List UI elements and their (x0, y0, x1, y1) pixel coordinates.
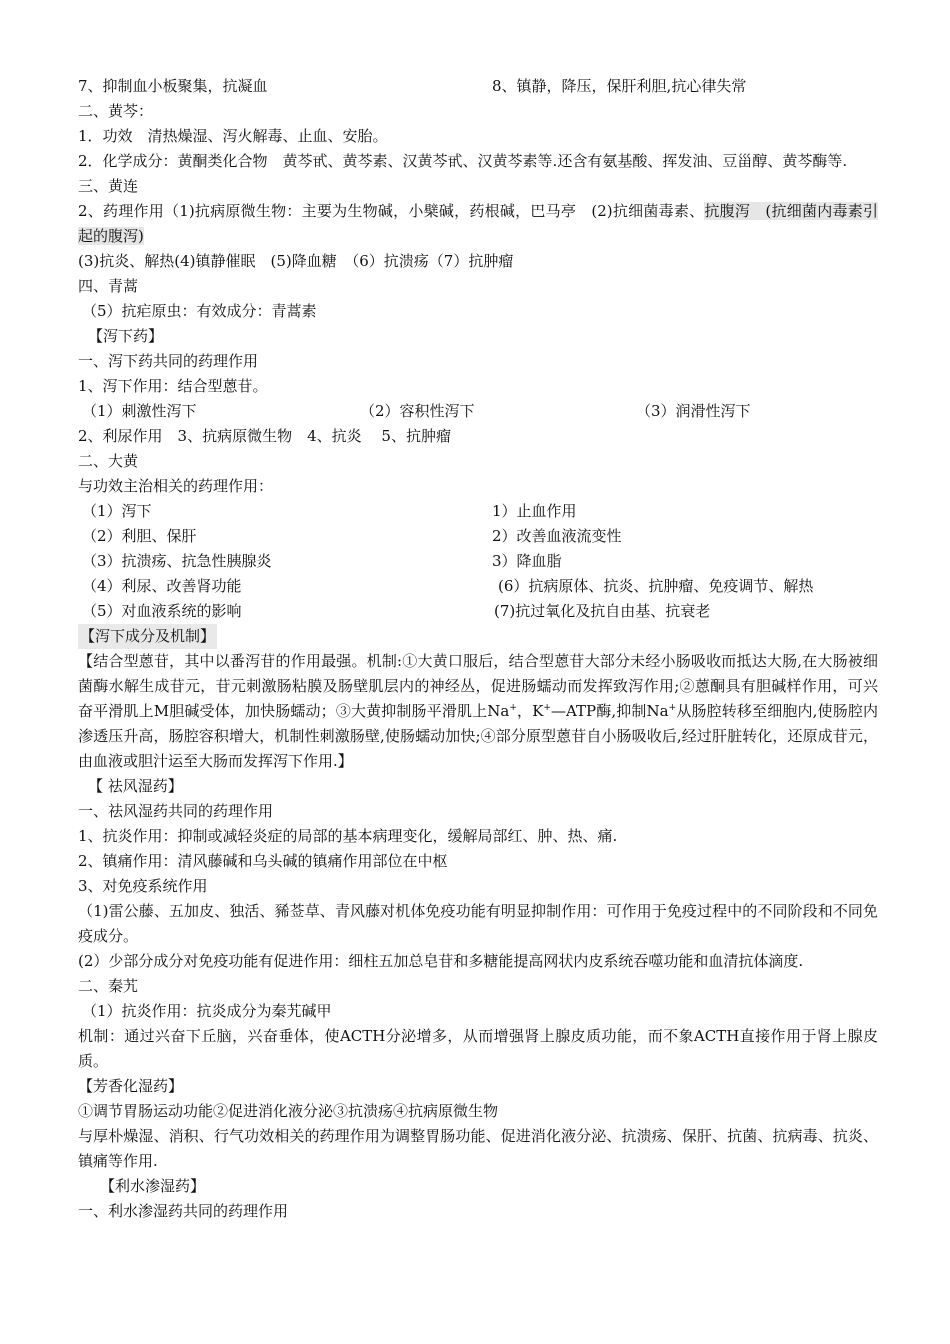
section-diuretic: 【利水渗湿药】 (100, 1177, 206, 1195)
potassium-superscript: + (543, 703, 551, 713)
dahuang-left-3: （3）抗溃疡、抗急性胰腺炎 (82, 552, 272, 570)
sodium-superscript-2: + (668, 703, 677, 713)
mechanism-text-2: ，K (516, 702, 544, 720)
dahuang-left-4: （4）利尿、改善肾功能 (82, 577, 242, 595)
document-page (78, 74, 878, 1224)
anti-inflammatory-effect: 1、抗炎作用：抑制或减轻炎症的局部的基本病理变化，缓解局部红、肿、热、痛. (78, 827, 618, 845)
dahuang-row-4 (78, 574, 878, 599)
qinjiao-mechanism: 机制：通过兴奋下丘脑，兴奋垂体，使ACTH分泌增多，从而增强肾上腺皮质功能，而不象ACTH直接作用于肾上腺皮质。 (78, 1027, 878, 1070)
dahuang-left-5: （5）对血液系统的影响 (82, 602, 242, 620)
purgative-effect: 1、泻下作用：结合型蒽苷。 (78, 377, 268, 395)
purgative-other-effects: 2、利尿作用 3、抗病原微生物 4、抗炎 5、抗肿瘤 (78, 427, 451, 445)
huangqin-components: 2．化学成分：黄酮类化合物 黄芩甙、黄芩素、汉黄芩甙、汉黄芩素等.还含有氨基酸、挥发油、豆甾醇、黄芩酶等. (78, 152, 848, 170)
heading-qinjiao: 二、秦艽 (78, 977, 139, 995)
qinghao-antimalaria: （5）抗疟原虫：有效成分：青蒿素 (82, 302, 317, 320)
sodium-superscript-1: + (509, 703, 517, 713)
dahuang-right-5: (7)抗过氧化及抗自由基、抗衰老 (494, 602, 711, 620)
heading-huanglian: 三、黄连 (78, 177, 139, 195)
analgesic-effect: 2、镇痛作用：清风藤碱和乌头碱的镇痛作用部位在中枢 (78, 852, 448, 870)
line-1 (78, 74, 878, 99)
purgative-mechanism-heading-line (78, 624, 878, 649)
huanglian-pharmacology (78, 199, 878, 249)
immune-promotion: (2）少部分成分对免疫功能有促进作用：细柱五加总皂苷和多糖能提高网状内皮系统吞噬功能和血清抗体滴度. (78, 952, 804, 970)
highlighted-antidiarrhea: 抗腹泻 (抗细菌内毒素引起的腹泻) (78, 202, 878, 245)
dahuang-row-3 (78, 549, 878, 574)
huangqin-efficacy: 1．功效 清热燥湿、泻火解毒、止血、安胎。 (78, 127, 388, 145)
mechanism-text-3: —ATP酶,抑制Na (550, 702, 669, 720)
dahuang-intro: 与功效主治相关的药理作用： (78, 477, 274, 495)
section-antirheumatic: 【 祛风湿药】 (88, 777, 183, 795)
dahuang-row-5 (78, 599, 878, 624)
dahuang-right-2: 2）改善血液流变性 (492, 527, 622, 545)
purgative-mechanism-paragraph (78, 649, 878, 774)
purgative-types (78, 399, 878, 424)
huanglian-effects: (3)抗炎、解热(4)镇静催眠 (5)降血糖 （6）抗溃疡（7）抗肿瘤 (78, 252, 514, 270)
mechanism-text-4: 从肠腔转移至细胞内,使肠腔内渗透压升高，肠腔容积增大，机制性刺激肠壁,使肠蠕动加快;④部分原型蒽苷自小肠吸收后,经过肝脏转化，还原成苷元，由血液或胆汁运至大肠而发挥泻下作用.】 (78, 702, 878, 770)
section-aromatic-dampness: 【芳香化湿药】 (78, 1077, 184, 1095)
dahuang-left-1: （1）泻下 (82, 502, 152, 520)
qinjiao-anti-inflammatory: （1）抗炎作用：抗炎成分为秦艽碱甲 (82, 1002, 332, 1020)
item-anticoagulant: 7、抑制血小板聚集，抗凝血 (78, 77, 268, 95)
purgative-mechanism-heading: 【泻下成分及机制】 (78, 624, 217, 649)
dahuang-row-1 (78, 499, 878, 524)
mechanism-text-1: 【结合型蒽苷，其中以番泻苷的作用最强。机制:①大黄口服后，结合型蒽苷大部分未经小肠吸收而抵达大肠,在大肠被细菌酶水解生成苷元，苷元刺激肠粘膜及肠壁肌层内的神经丛，促进肠蠕动而发挥致泻作用;②蒽酮具有胆碱样作用，可兴奋平滑肌上M胆碱受体，加快肠蠕动；③大黄抑制肠平滑肌上Na (78, 652, 878, 720)
dahuang-right-1: 1）止血作用 (492, 502, 577, 520)
heading-huangqin: 二、黄芩： (78, 102, 154, 120)
lubricant-purgative: （3）润滑性泻下 (636, 402, 751, 420)
irritant-purgative: （1）刺激性泻下 (82, 402, 197, 420)
immune-effect-heading: 3、对免疫系统作用 (78, 877, 208, 895)
heading-qinghao: 四、青蒿 (78, 277, 139, 295)
antirheumatic-common-heading: 一、祛风湿药共同的药理作用 (78, 802, 274, 820)
huanglian-pharmacology-text: 2、药理作用（1)抗病原微生物：主要为生物碱，小檗碱，药根碱，巴马亭 (2)抗细菌毒素、 (78, 202, 705, 220)
aromatic-effects: ①调节胃肠运动功能②促进消化液分泌③抗溃疡④抗病原微生物 (78, 1102, 499, 1120)
purgatives-common-heading: 一、泻下药共同的药理作用 (78, 352, 259, 370)
diuretic-common-heading: 一、利水渗湿药共同的药理作用 (78, 1202, 289, 1220)
dahuang-row-2 (78, 524, 878, 549)
heading-dahuang: 二、大黄 (78, 452, 139, 470)
houpo-effects: 与厚朴燥湿、消积、行气功效相关的药理作用为调整胃肠功能、促进消化液分泌、抗溃疡、保肝、抗菌、抗病毒、抗炎、镇痛等作用. (78, 1127, 878, 1170)
item-sedation: 8、镇静，降压，保肝利胆,抗心律失常 (492, 77, 747, 95)
dahuang-right-3: 3）降血脂 (492, 552, 562, 570)
immune-suppression: （1)雷公藤、五加皮、独活、豨莶草、青风藤对机体免疫功能有明显抑制作用：可作用于免疫过程中的不同阶段和不同免疫成分。 (78, 902, 878, 945)
bulk-purgative: （2）容积性泻下 (360, 402, 475, 420)
dahuang-left-2: （2）利胆、保肝 (82, 527, 197, 545)
section-purgatives: 【泻下药】 (88, 327, 164, 345)
dahuang-right-4: (6）抗病原体、抗炎、抗肿瘤、免疫调节、解热 (498, 577, 814, 595)
